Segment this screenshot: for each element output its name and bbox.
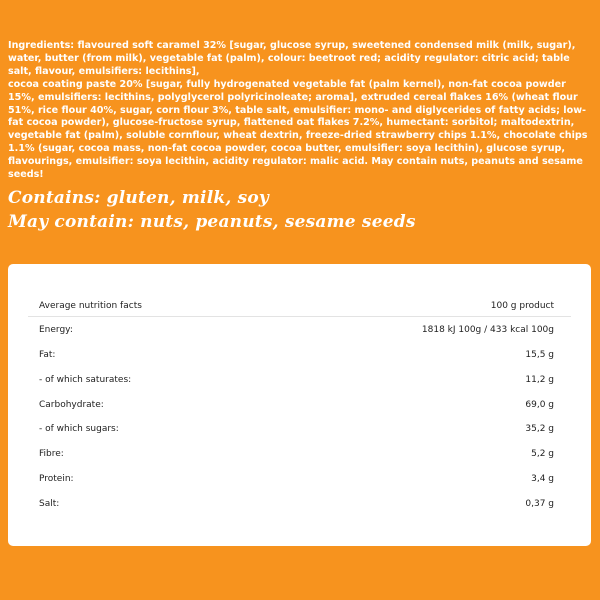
nutrition-row-label: Energy: <box>39 325 73 335</box>
ingredients-paragraph-1: Ingredients: flavoured soft caramel 32% [sugar, glucose syrup, sweetened condensed milk (milk, sugar), water, butter (from milk), vegetable fat (palm), colour: beetroot red; acidity regulator: citric acid; table salt, flavour, emulsifiers: lecithins], <box>8 40 576 77</box>
nutrition-row-label: Fat: <box>39 350 56 360</box>
may-contain-statement: May contain: nuts, peanuts, sesame seeds <box>8 212 416 232</box>
nutrition-row-label: - of which sugars: <box>39 424 119 434</box>
nutrition-table <box>8 264 591 546</box>
nutrition-row-label: - of which saturates: <box>39 375 132 385</box>
nutrition-header-value: 100 g product <box>490 301 554 311</box>
nutrition-row-sugars <box>39 423 554 435</box>
nutrition-row-value: 69,0 g <box>525 400 554 410</box>
ingredients-paragraph-2: cocoa coating paste 20% [sugar, fully hydrogenated vegetable fat (palm kernel), non-fat cocoa powder 15%, emulsifiers: lecithins, polyglycerol polyricinoleate; aroma], extruded cereal flakes 16% (wheat flour 51%, rice flour 40%, sugar, corn flour 3%, table salt, emulsifier: mono- and diglycerides of fatty acids; low-fat cocoa powder), glucose-fructose syrup, flattened oat flakes 7.2%, humectant: sorbitol; maltodextrin, vegetable fat (palm), soluble cornflour, wheat dextrin, freeze-dried strawberry chips 1.1%, chocolate chips 1.1% (sugar, cocoa mass, non-fat cocoa powder, cocoa butter, emulsifier: soya lecithin), glucose syrup, flavourings, emulsifier: soya lecithin, acidity regulator: malic acid. May contain nuts, peanuts and sesame seeds! <box>8 78 588 181</box>
nutrition-row-label: Protein: <box>39 474 74 484</box>
contains-statement: Contains: gluten, milk, soy <box>8 188 269 208</box>
nutrition-row-label: Salt: <box>39 499 60 509</box>
nutrition-row-energy <box>39 324 554 336</box>
header-divider <box>28 316 571 317</box>
nutrition-row-value: 3,4 g <box>531 474 554 484</box>
nutrition-row-value: 5,2 g <box>531 449 554 459</box>
nutrition-row-label: Fibre: <box>39 449 64 459</box>
nutrition-row-saturates <box>39 374 554 386</box>
nutrition-row-value: 15,5 g <box>525 350 554 360</box>
nutrition-row-salt <box>39 498 554 510</box>
nutrition-header-row <box>39 300 554 312</box>
nutrition-header-label: Average nutrition facts <box>39 301 142 311</box>
nutrition-row-value: 0,37 g <box>525 499 554 509</box>
nutrition-row-value: 11,2 g <box>525 375 554 385</box>
nutrition-row-carbohydrate <box>39 399 554 411</box>
nutrition-row-value: 35,2 g <box>525 424 554 434</box>
nutrition-row-label: Carbohydrate: <box>39 400 104 410</box>
ingredients-text <box>8 40 592 182</box>
allergen-statements <box>8 186 592 234</box>
nutrition-row-value: 1818 kJ 100g / 433 kcal 100g <box>421 325 554 335</box>
nutrition-row-protein <box>39 473 554 485</box>
nutrition-row-fibre <box>39 448 554 460</box>
nutrition-row-fat <box>39 349 554 361</box>
